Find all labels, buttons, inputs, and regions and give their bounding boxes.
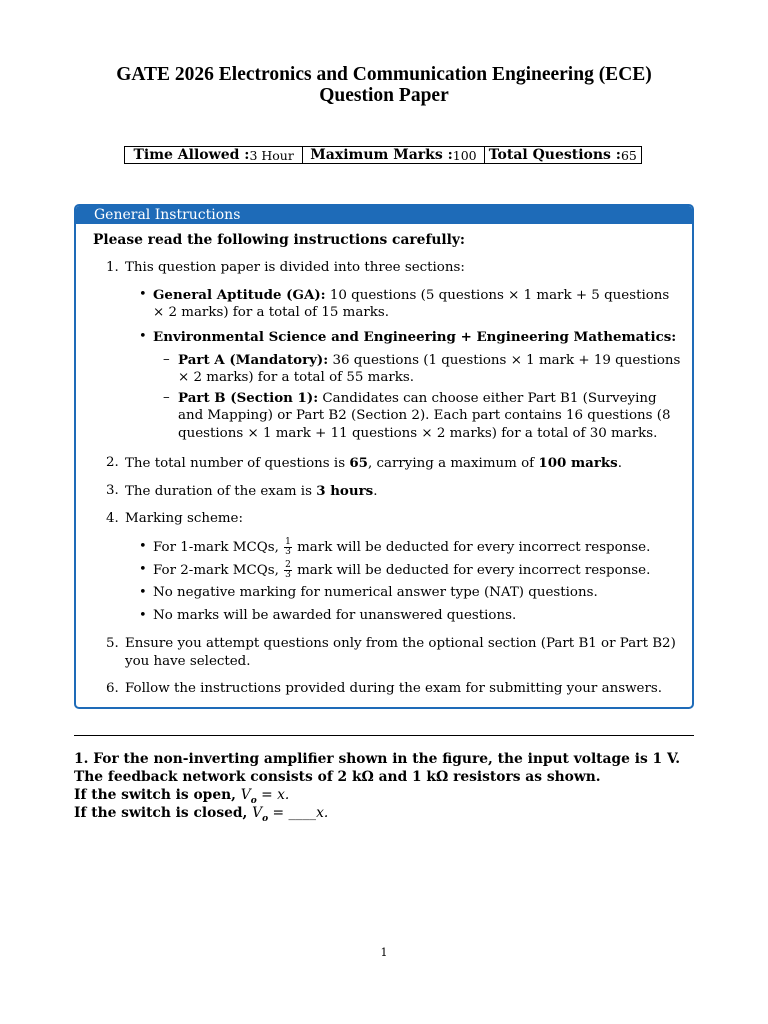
part-b-text-1: Candidates can choose either Part B1 (Surveying <box>322 391 657 406</box>
item-5-text-1: Ensure you attempt questions only from the optional section (Part B1 or Part B2) <box>125 636 676 651</box>
item-3-duration: 3 hours <box>316 483 374 499</box>
part-a-label: Part A (Mandatory): <box>178 352 329 368</box>
item-3-post: . <box>373 484 378 499</box>
item-1-text: This question paper is divided into three sections: <box>125 260 465 275</box>
item-1-number: 1. <box>106 260 119 275</box>
scheme-2-post: mark will be deducted for every incorrect response. <box>297 563 651 578</box>
item-2-number: 2. <box>106 455 119 470</box>
scheme-line-3: No negative marking for numerical answer type (NAT) questions. <box>153 585 598 600</box>
q1-equals: = <box>268 805 289 821</box>
item-2-text <box>125 454 622 473</box>
question-1-line-2: The feedback network consists of 2 kΩ and 1 kΩ resistors as shown. <box>74 769 601 785</box>
q1-open-rest: = x. <box>256 787 290 803</box>
part-b-line-1 <box>178 389 657 408</box>
part-a-text-1: 36 questions (1 questions × 1 mark + 19 questions <box>332 353 681 368</box>
instructions-intro: Please read the following instructions carefully: <box>93 232 466 248</box>
bullet-icon: • <box>139 562 147 577</box>
scheme-line-1 <box>153 538 650 557</box>
q1-closed-rest: x. <box>316 805 329 821</box>
scheme-line-4: No marks will be awarded for unanswered questions. <box>153 608 517 623</box>
frac-num: 1 <box>285 537 291 547</box>
time-allowed-cell <box>125 147 303 163</box>
item-3-text <box>125 482 377 501</box>
bullet-icon: • <box>139 539 147 554</box>
time-allowed-label: Time Allowed : <box>133 147 250 163</box>
ga-label: General Aptitude (GA): <box>153 287 326 303</box>
page-title <box>0 64 768 106</box>
item-3-pre: The duration of the exam is <box>125 484 317 499</box>
item-6-text: Follow the instructions provided during the exam for submitting your answers. <box>125 681 662 696</box>
frac-den: 3 <box>285 570 291 580</box>
q1-open-pre: If the switch is open, <box>74 787 241 803</box>
total-questions-value: 65 <box>620 147 637 163</box>
part-b-text-3: questions × 1 mark + 11 questions × 2 marks) for a total of 30 marks. <box>178 426 658 441</box>
item-4-text: Marking scheme: <box>125 511 243 526</box>
item-5-number: 5. <box>106 636 119 651</box>
q1-answer-blank: ____ <box>288 805 317 821</box>
item-3-number: 3. <box>106 483 119 498</box>
q1-vo-subscript: o <box>262 813 269 824</box>
item-2-mid: , carrying a maximum of <box>367 456 539 471</box>
scheme-1-post: mark will be deducted for every incorrect response. <box>297 540 651 555</box>
fraction-two-thirds <box>284 561 292 580</box>
ese-label: Environmental Science and Engineering + Engineering Mathematics: <box>153 329 677 345</box>
scheme-2-pre: For 2-mark MCQs, <box>153 563 279 578</box>
section-divider <box>74 735 694 736</box>
max-marks-value: 100 <box>452 147 477 163</box>
item-2-pre: The total number of questions is <box>125 456 350 471</box>
part-b-text-2: and Mapping) or Part B2 (Section 2). Each part contains 16 questions (8 <box>178 408 671 423</box>
bullet-icon: • <box>139 329 147 344</box>
question-1-line-1: 1. For the non-inverting amplifier shown in the figure, the input voltage is 1 V. <box>74 751 681 767</box>
max-marks-label: Maximum Marks : <box>310 147 453 163</box>
item-2-marks: 100 marks <box>538 455 618 471</box>
part-a-line-1 <box>178 351 680 370</box>
title-line-2: Question Paper <box>319 85 449 106</box>
item-6-number: 6. <box>106 681 119 696</box>
exam-meta-table <box>124 146 642 164</box>
total-questions-label: Total Questions : <box>488 147 621 163</box>
ga-text-1: 10 questions (5 questions × 1 mark + 5 questions <box>329 288 670 303</box>
part-a-text-2: × 2 marks) for a total of 55 marks. <box>178 370 414 385</box>
bullet-icon: • <box>139 608 147 623</box>
ga-text-2: × 2 marks) for a total of 15 marks. <box>153 305 389 320</box>
max-marks-cell <box>303 147 484 163</box>
bullet-icon: • <box>139 287 147 302</box>
fraction-one-third <box>284 538 292 557</box>
q1-vo-symbol: V <box>252 805 263 821</box>
frac-den: 3 <box>285 547 291 557</box>
item-4-number: 4. <box>106 511 119 526</box>
q1-closed-pre: If the switch is closed, <box>74 805 253 821</box>
ga-line-1 <box>153 286 669 305</box>
bullet-icon: • <box>139 585 147 600</box>
time-allowed-value: 3 Hour <box>249 147 294 163</box>
scheme-line-2 <box>153 561 650 580</box>
question-1-line-4 <box>74 804 698 828</box>
page-number: 1 <box>380 946 388 959</box>
item-5-text-2: you have selected. <box>125 654 251 669</box>
q1-vo-symbol: V <box>240 787 251 803</box>
scheme-1-pre: For 1-mark MCQs, <box>153 540 279 555</box>
title-line-1: GATE 2026 Electronics and Communication Engineering (ECE) <box>116 64 652 85</box>
total-questions-cell <box>485 147 641 163</box>
frac-num: 2 <box>285 560 291 570</box>
dash-icon: – <box>163 390 170 405</box>
item-2-post: . <box>617 456 622 471</box>
q1-vo-subscript: o <box>250 795 257 806</box>
item-2-count: 65 <box>349 455 368 471</box>
dash-icon: – <box>163 352 170 367</box>
part-b-label: Part B (Section 1): <box>178 390 319 406</box>
instructions-heading: General Instructions <box>76 206 692 224</box>
